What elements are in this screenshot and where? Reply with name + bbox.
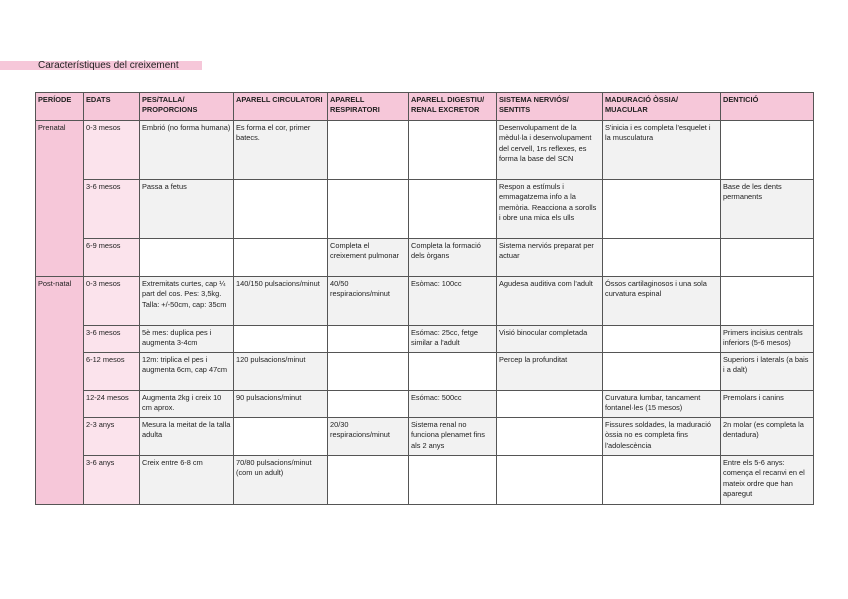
cell-nervios: Desenvolupament de la mèdul·la i desenvolupament del cervell, 1rs reflexes, es forma la base del SCN: [497, 121, 603, 180]
age-cell: 3-6 mesos: [84, 326, 140, 353]
cell-maduracio: [603, 353, 721, 391]
cell-nervios: [497, 418, 603, 456]
cell-respiratori: Completa el creixement pulmonar: [328, 239, 409, 277]
cell-denticio: 2n molar (es completa la dentadura): [721, 418, 814, 456]
cell-nervios: [497, 456, 603, 505]
cell-circulatori: 70/80 pulsacions/minut (com un adult): [234, 456, 328, 505]
cell-circulatori: 90 pulsacions/minut: [234, 391, 328, 418]
header-periode: PERÍODE: [36, 93, 84, 121]
cell-denticio: Entre els 5-6 anys: comença el recanvi en el mateix ordre que han aparegut: [721, 456, 814, 505]
cell-circulatori: 120 pulsacions/minut: [234, 353, 328, 391]
header-digestiu: APARELL DIGESTIU/ RENAL EXCRETOR: [409, 93, 497, 121]
cell-digestiu: Sistema renal no funciona plenamet fins als 2 anys: [409, 418, 497, 456]
cell-maduracio: [603, 239, 721, 277]
cell-maduracio: Fissures soldades, la maduració òssia no es completa fins l'adolescència: [603, 418, 721, 456]
table-row: [36, 418, 814, 456]
cell-nervios: Visió binocular completada: [497, 326, 603, 353]
table-row: [36, 456, 814, 505]
header-respiratori: APARELL RESPIRATORI: [328, 93, 409, 121]
cell-maduracio: [603, 180, 721, 239]
age-cell: 2-3 anys: [84, 418, 140, 456]
growth-table: [35, 92, 814, 505]
cell-pes: Passa a fetus: [140, 180, 234, 239]
cell-respiratori: [328, 326, 409, 353]
cell-denticio: Base de les dents permanents: [721, 180, 814, 239]
cell-circulatori: [234, 180, 328, 239]
cell-digestiu: Esòmac: 100cc: [409, 277, 497, 326]
cell-respiratori: 20/30 respiracions/minut: [328, 418, 409, 456]
header-maduracio: MADURACIÓ ÒSSIA/ MUACULAR: [603, 93, 721, 121]
cell-respiratori: 40/50 respiracions/minut: [328, 277, 409, 326]
header-nervios: SISTEMA NERVIÓS/ SENTITS: [497, 93, 603, 121]
cell-denticio: [721, 121, 814, 180]
page-title: Característiques del creixement: [38, 60, 179, 71]
cell-circulatori: Es forma el cor, primer batecs.: [234, 121, 328, 180]
cell-pes: Embrió (no forma humana): [140, 121, 234, 180]
cell-circulatori: [234, 239, 328, 277]
cell-maduracio: Curvatura lumbar, tancament fontanel·les (15 mesos): [603, 391, 721, 418]
table-row: [36, 239, 814, 277]
cell-pes: 5è mes: duplica pes i augmenta 3-4cm: [140, 326, 234, 353]
cell-digestiu: [409, 353, 497, 391]
cell-pes: 12m: triplica el pes i augmenta 6cm, cap 47cm: [140, 353, 234, 391]
cell-maduracio: Óssos cartilaginosos i una sola curvatura espinal: [603, 277, 721, 326]
header-row: [36, 93, 814, 121]
age-cell: 6-9 mesos: [84, 239, 140, 277]
period-prenatal: Prenatal: [36, 121, 84, 277]
cell-pes: Extremitats curtes, cap ¼ part del cos. Pes: 3,5kg. Talla: +/-50cm, cap: 35cm: [140, 277, 234, 326]
table-row: [36, 180, 814, 239]
cell-digestiu: Esómac: 500cc: [409, 391, 497, 418]
cell-pes: Creix entre 6-8 cm: [140, 456, 234, 505]
cell-digestiu: Esómac: 25cc, fetge similar a l'adult: [409, 326, 497, 353]
age-cell: 0-3 mesos: [84, 121, 140, 180]
cell-respiratori: [328, 456, 409, 505]
cell-nervios: Agudesa auditiva com l'adult: [497, 277, 603, 326]
cell-maduracio: [603, 326, 721, 353]
cell-digestiu: [409, 456, 497, 505]
cell-denticio: Primers incisius centrals inferiors (5-6 mesos): [721, 326, 814, 353]
cell-pes: Mesura la meitat de la talla adulta: [140, 418, 234, 456]
cell-denticio: [721, 239, 814, 277]
header-pes-talla: PES/TALLA/ PROPORCIONS: [140, 93, 234, 121]
period-postnatal: Post-natal: [36, 277, 84, 505]
age-cell: 3-6 mesos: [84, 180, 140, 239]
cell-pes: Augmenta 2kg i creix 10 cm aprox.: [140, 391, 234, 418]
age-cell: 12-24 mesos: [84, 391, 140, 418]
cell-circulatori: [234, 418, 328, 456]
table-row: [36, 391, 814, 418]
cell-pes: [140, 239, 234, 277]
table-row: [36, 121, 814, 180]
cell-respiratori: [328, 121, 409, 180]
table-row: [36, 277, 814, 326]
cell-digestiu: [409, 180, 497, 239]
cell-maduracio: [603, 456, 721, 505]
cell-nervios: Sistema nerviós preparat per actuar: [497, 239, 603, 277]
header-circulatori: APARELL CIRCULATORI: [234, 93, 328, 121]
cell-respiratori: [328, 180, 409, 239]
cell-digestiu: [409, 121, 497, 180]
cell-denticio: [721, 277, 814, 326]
cell-nervios: Respon a estímuls i emmagatzema info a la memòria. Reacciona a sorolls i obre una mica els ulls: [497, 180, 603, 239]
cell-nervios: Percep la profunditat: [497, 353, 603, 391]
table-row: [36, 326, 814, 353]
cell-maduracio: S'inicia i es completa l'esquelet i la musculatura: [603, 121, 721, 180]
age-cell: 6-12 mesos: [84, 353, 140, 391]
cell-circulatori: [234, 326, 328, 353]
cell-circulatori: 140/150 pulsacions/minut: [234, 277, 328, 326]
header-denticio: DENTICIÓ: [721, 93, 814, 121]
cell-respiratori: [328, 353, 409, 391]
cell-denticio: Superiors i laterals (a bais i a dalt): [721, 353, 814, 391]
cell-denticio: Premolars i canins: [721, 391, 814, 418]
cell-respiratori: [328, 391, 409, 418]
age-cell: 0-3 mesos: [84, 277, 140, 326]
cell-digestiu: Completa la formació dels òrgans: [409, 239, 497, 277]
table-row: [36, 353, 814, 391]
age-cell: 3-6 anys: [84, 456, 140, 505]
cell-nervios: [497, 391, 603, 418]
header-edats: EDATS: [84, 93, 140, 121]
